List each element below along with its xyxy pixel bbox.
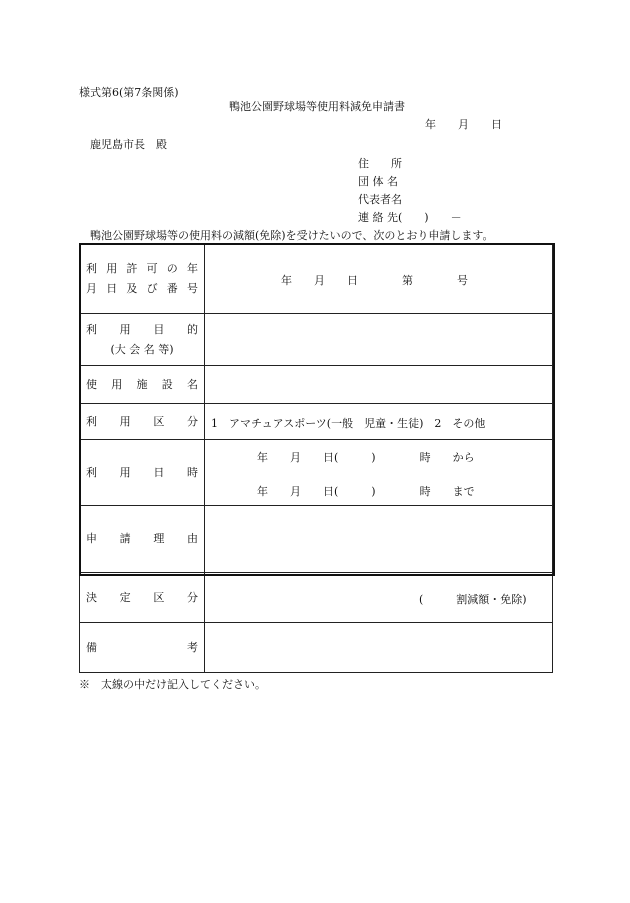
footnote: ※ 太線の中だけ記入してください。	[79, 678, 266, 691]
date-line: 年 月 日	[425, 118, 502, 131]
datetime-from-text: 年 月 日( ) 時 から	[257, 451, 475, 464]
form-number: 様式第6(第7条関係)	[79, 86, 179, 99]
row-decision	[80, 573, 553, 623]
category-label-text: 利用区分	[86, 414, 198, 428]
permit-label-line1: 利用許可の年	[86, 261, 198, 275]
form-title: 鴨池公園野球場等使用料減免申請書	[229, 100, 405, 113]
remarks-value	[205, 623, 553, 673]
permit-label-line2: 月日及び番号	[86, 281, 198, 295]
applicant-address-label: 住 所	[358, 157, 402, 170]
thick-border-outline	[79, 243, 555, 576]
decision-label	[80, 573, 205, 623]
remarks-label-text: 備考	[86, 640, 198, 654]
permit-value-text: 年 月 日 第 号	[281, 274, 468, 287]
applicant-contact-label: 連 絡 先( ) －	[358, 211, 462, 224]
datetime-to-text: 年 月 日( ) 時 まで	[257, 485, 475, 498]
decision-value	[205, 573, 553, 623]
addressee: 鹿児島市長 殿	[90, 138, 167, 151]
applicant-group-label: 団 体 名	[358, 175, 398, 188]
remarks-label	[80, 623, 205, 673]
intro-text: 鴨池公園野球場等の使用料の減額(免除)を受けたいので、次のとおり申請します。	[90, 229, 494, 242]
decision-value-text: ( 割減額・免除)	[419, 593, 527, 606]
purpose-label-line1: 利 用 目 的	[86, 322, 198, 336]
applicant-representative-label: 代表者名	[358, 193, 402, 206]
purpose-label-line2: (大 会 名 等)	[110, 342, 174, 356]
category-options-text: 1 アマチュアスポーツ(一般 児童・生徒) 2 その他	[211, 417, 486, 430]
datetime-label-text: 利用日時	[86, 465, 198, 479]
row-remarks	[80, 623, 553, 673]
decision-label-text: 決定区分	[86, 590, 198, 604]
facility-label-text: 使用施設名	[86, 377, 198, 391]
reason-label-text: 申請理由	[86, 532, 198, 545]
